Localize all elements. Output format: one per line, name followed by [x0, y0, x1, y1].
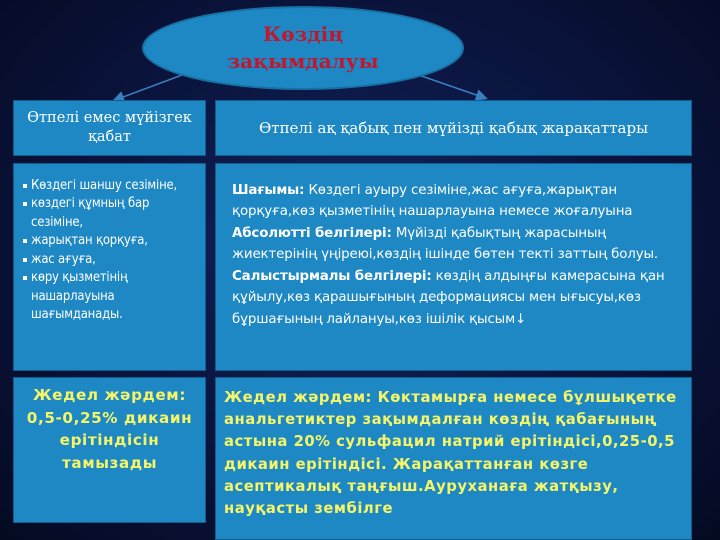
symptoms-list-box	[13, 163, 206, 371]
right-first-aid-box	[215, 377, 692, 540]
symptom-item: жарықтан қорқуға,	[23, 232, 197, 250]
connector-left	[115, 72, 190, 100]
left-header-box	[13, 100, 206, 156]
injury-info-paragraph	[232, 180, 681, 330]
symptoms-list	[23, 177, 197, 325]
complaints-text: Көздегі ауыру сезіміне,жас ағуға,жарықтан қорқуға,көз қызметінің нашарлауына немесе жоғалуына	[232, 183, 633, 220]
injury-info-box	[215, 163, 692, 371]
right-first-aid-text: Жедел жәрдем: Көктамырға немесе бұлшықетке анальгетиктер зақымдалған көздің қабағының астына 20% сульфацил натрий ерітіндісі,0,25-0,5 дикаин ерітіндісі. Жарақаттанған көзге асептикалық таңғыш.Ауруханаға жатқызу, науқасты зембілге	[224, 389, 677, 517]
absolute-signs-label: Абсолютті белгілері:	[232, 225, 392, 241]
symptom-item: көздегі құмның бар сезіміне,	[23, 195, 197, 232]
absolute-signs-text: Мүйізді қабықтың жарасының жиектерінің үңіреюі,көздің ішінде бөтен текті заттың болуы.	[232, 225, 659, 263]
diagram-title: Көздің зақымдалуы	[227, 22, 379, 73]
left-first-aid-box	[13, 377, 206, 523]
complaints-label: Шағымы:	[232, 183, 305, 198]
right-header-text: Өтпелі ақ қабық пен мүйізді қабық жарақаттары	[258, 119, 649, 137]
left-first-aid-text: Жедел жәрдем: 0,5-0,25% дикаин ерітіндісін тамызады	[26, 386, 193, 472]
symptom-item: көру қызметінің нашарлауына шағымданады.	[23, 269, 197, 324]
symptom-item: Көздегі шаншу сезіміне,	[23, 177, 197, 195]
left-header-text: Өтпелі емес мүйізгек қабат	[27, 110, 192, 145]
symptom-item: жас ағуға,	[23, 251, 197, 269]
title-ellipse	[142, 6, 464, 90]
relative-signs-label: Салыстырмалы белгілері:	[232, 268, 432, 284]
relative-signs-text: көздің алдыңғы камерасына қан құйылу,көз қарашығының деформациясы мен ығысуы,көз бұршағының лайлануы,көз ішілік қысым↓	[232, 268, 665, 327]
right-header-box	[215, 100, 692, 156]
